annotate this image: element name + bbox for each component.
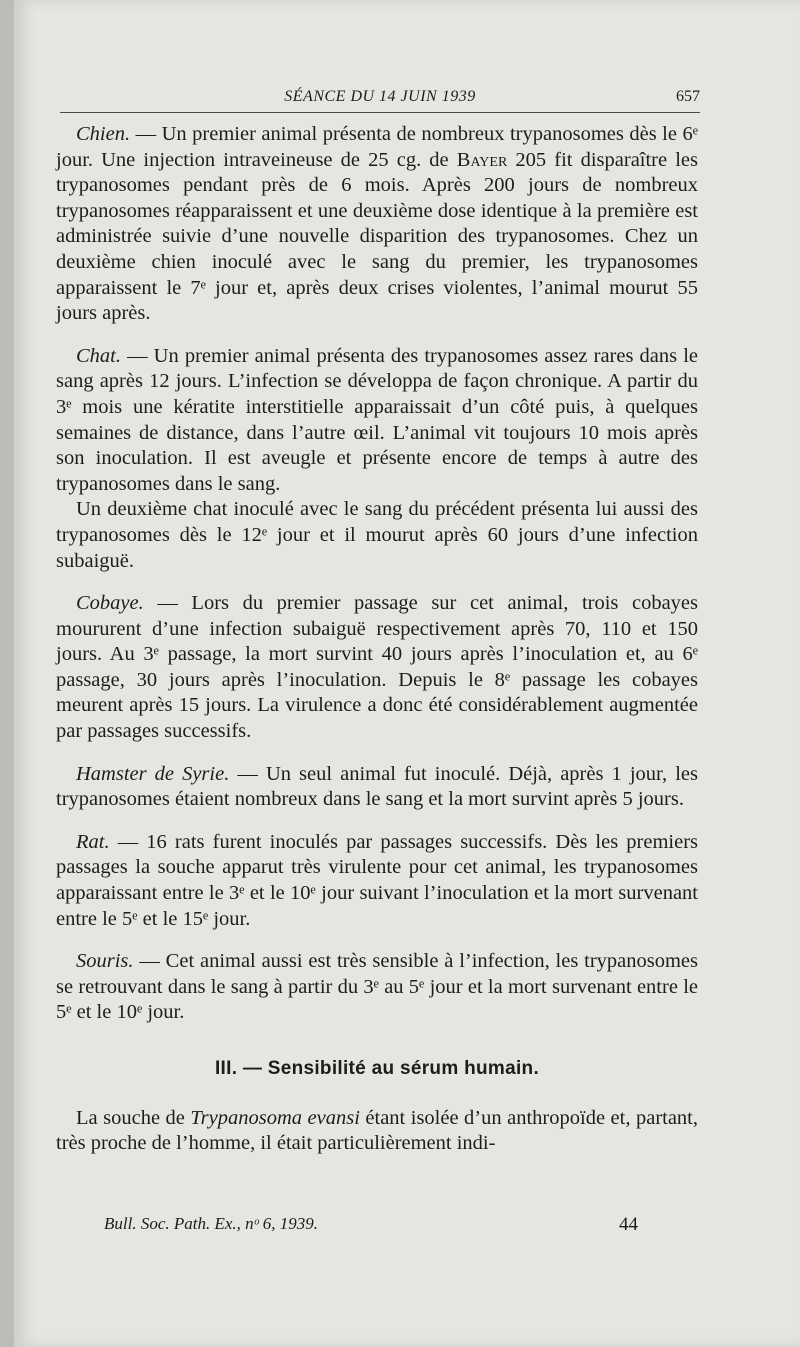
text-chat-2: Un deuxième chat inoculé avec le sang du précédent présenta lui aussi des trypanosomes dès le 12ᵉ jour et il mourut après 60 jours d’une infection subaiguë.: [56, 498, 698, 572]
article-body: [56, 122, 698, 1157]
paragraph-chien: [56, 122, 698, 327]
text-chat: — Un premier animal présenta des trypanosomes assez rares dans le sang après 12 jours. L’infection se développa de façon chronique. A partir du 3ᵉ mois une kératite interstitielle apparaissait d’un côté puis, à quelques semaines de distance, dans l’autre œil. L’animal vit toujours 10 mois après son inoculation. Il est aveugle et présente encore de temps à autre des trypanosomes dans le sang.: [56, 344, 698, 495]
lead-chat: Chat.: [76, 344, 121, 367]
name-bayer: Bayer: [456, 148, 508, 171]
section-heading: III. — Sensibilité au sérum humain.: [214, 1058, 540, 1079]
page-footer: [104, 1214, 638, 1240]
signature-number: 44: [619, 1214, 638, 1235]
binding-gutter: [0, 0, 14, 1347]
lead-cobaye: Cobaye.: [76, 592, 144, 615]
running-title: SÉANCE DU 14 JUIN 1939: [284, 88, 476, 105]
lead-souris: Souris.: [76, 950, 134, 973]
text-chien-1: — Un premier animal présenta de nombreux trypanosomes dès le 6ᵉ jour. Une injection intraveineuse de 25 cg. de: [56, 123, 698, 171]
page-number: 657: [676, 88, 700, 105]
lead-rat: Rat.: [76, 830, 110, 853]
text-chien-2: 205 fit disparaître les trypanosomes pendant près de 6 mois. Après 200 jours de nombreux trypanosomes réapparaissent et une deuxième dose identique à la première est administrée suivie d’une nouvelle disparition des trypanosomes. Chez un deuxième chien inoculé avec le sang du premier, les trypanosomes apparaissent le 7ᵉ jour et, après deux crises violentes, l’animal mourut 55 jours après.: [56, 148, 698, 325]
text-final-1: La souche de: [76, 1106, 191, 1129]
text-souris: — Cet animal aussi est très sensible à l’infection, les trypanosomes se retrouvant dans le sang à partir du 3ᵉ au 5ᵉ jour et la mort survenant entre le 5ᵉ et le 10ᵉ jour.: [56, 950, 698, 1024]
lead-chien: Chien.: [76, 123, 131, 145]
lead-hamster: Hamster de Syrie.: [76, 762, 230, 785]
page-header: [60, 88, 700, 118]
species-name: Trypanosoma evansi: [190, 1106, 360, 1129]
text-rat: — 16 rats furent inoculés par passages successifs. Dès les premiers passages la souche apparut très virulente pour cet animal, les trypanosomes apparaissant entre le 3ᵉ et le 10ᵉ jour suivant l’inoculation et la mort survenant entre le 5ᵉ et le 15ᵉ jour.: [56, 830, 698, 930]
header-rule: [60, 112, 700, 113]
paragraph-cobaye: [56, 591, 698, 745]
paragraph-souris: [56, 949, 698, 1026]
paragraph-final: [56, 1106, 698, 1157]
text-cobaye: — Lors du premier passage sur cet animal, trois cobayes moururent d’une infection subaiguë respectivement après 70, 110 et 150 jours. Au 3ᵉ passage, la mort survint 40 jours après l’inoculation et, au 6ᵉ passage, 30 jours après l’inoculation. Depuis le 8ᵉ passage les cobayes meurent après 15 jours. La virulence a donc été considérablement augmentée par passages successifs.: [56, 592, 698, 743]
paragraph-chat-2: [56, 497, 698, 574]
text-final-2: étant isolée d’un anthropoïde et, partant, très proche de l’homme, il était particulièrement indi-: [56, 1106, 699, 1155]
paragraph-chat: [56, 344, 698, 498]
paragraph-hamster: [56, 762, 698, 813]
journal-citation: Bull. Soc. Path. Ex., nᵒ 6, 1939.: [104, 1214, 319, 1233]
text-hamster: — Un seul animal fut inoculé. Déjà, après 1 jour, les trypanosomes étaient nombreux dans le sang et la mort survint après 5 jours.: [56, 762, 698, 811]
paragraph-rat: [56, 830, 698, 932]
